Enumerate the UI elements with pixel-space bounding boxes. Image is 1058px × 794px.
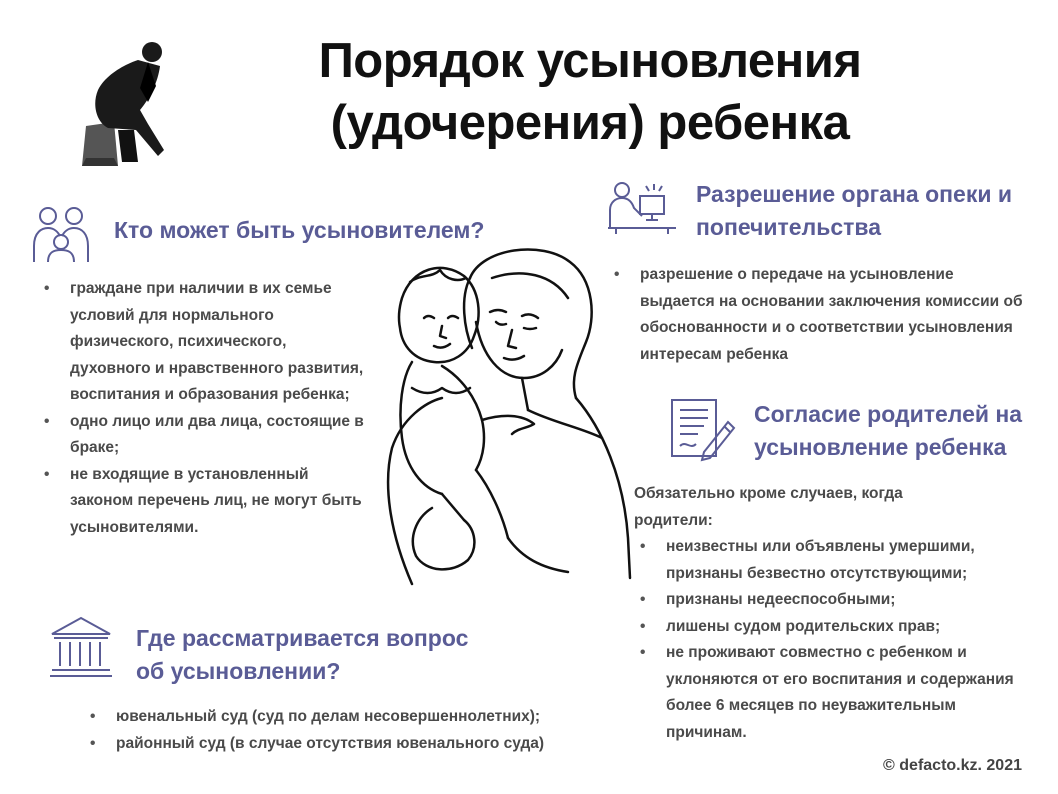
family-icon: [30, 202, 92, 264]
thinker-statue-icon: [78, 38, 174, 168]
list-item: • одно лицо или два лица, состоящие в браке;: [38, 409, 368, 462]
consent-body: [634, 481, 1034, 746]
consent-heading: [754, 398, 1022, 464]
list-item: • не входящие в установленный законом перечень лиц, не могут быть усыновителями.: [38, 462, 368, 542]
court-list: [84, 704, 644, 757]
court-heading-line-2: об усыновлении?: [136, 658, 341, 684]
mother-and-child-illustration: [372, 238, 642, 588]
list-item: • районный суд (в случае отсутствия ювенального суда): [84, 731, 644, 758]
title-line-1: Порядок усыновления: [318, 34, 862, 88]
signed-document-icon: [668, 396, 736, 460]
who-heading: Кто может быть усыновителем?: [114, 217, 485, 243]
copyright-footer: © defacto.kz. 2021: [883, 757, 1022, 774]
list-item: • разрешение о передаче на усыновление выдается на основании заключения комиссии об обоснованности и о соответствии усыновления интересам ребенка: [608, 262, 1028, 368]
permission-heading-line-1: Разрешение органа опеки и: [696, 181, 1013, 207]
list-item: • граждане при наличии в их семье условий для нормального физического, психического, духовного и нравственного развития, воспитания и образования ребенка;: [38, 276, 368, 409]
list-item: • не проживают совместно с ребенком и уклоняются от его воспитания и содержания более 6 месяцев по неуважительным причинам.: [634, 640, 1034, 746]
permission-list: [608, 262, 1028, 368]
permission-heading: [696, 178, 1012, 244]
page-title: [230, 30, 950, 154]
list-item: • признаны недееспособными;: [634, 587, 1034, 614]
court-heading-line-1: Где рассматривается вопрос: [136, 625, 469, 651]
consent-heading-line-2: усыновление ребенка: [754, 434, 1007, 460]
list-item: • ювенальный суд (суд по делам несовершеннолетних);: [84, 704, 644, 731]
consent-intro: Обязательно кроме случаев, когда родители:: [634, 485, 903, 529]
court-heading: [136, 622, 468, 688]
permission-heading-line-2: попечительства: [696, 214, 882, 240]
list-item: • лишены судом родительских прав;: [634, 614, 1034, 641]
title-line-2: (удочерения) ребенка: [330, 96, 850, 150]
consent-heading-line-1: Согласие родителей на: [754, 401, 1023, 427]
list-item: • неизвестны или объявлены умершими, признаны безвестно отсутствующими;: [634, 534, 1034, 587]
courthouse-icon: [48, 614, 114, 680]
person-at-computer-icon: [606, 180, 678, 234]
who-list: [38, 276, 368, 541]
